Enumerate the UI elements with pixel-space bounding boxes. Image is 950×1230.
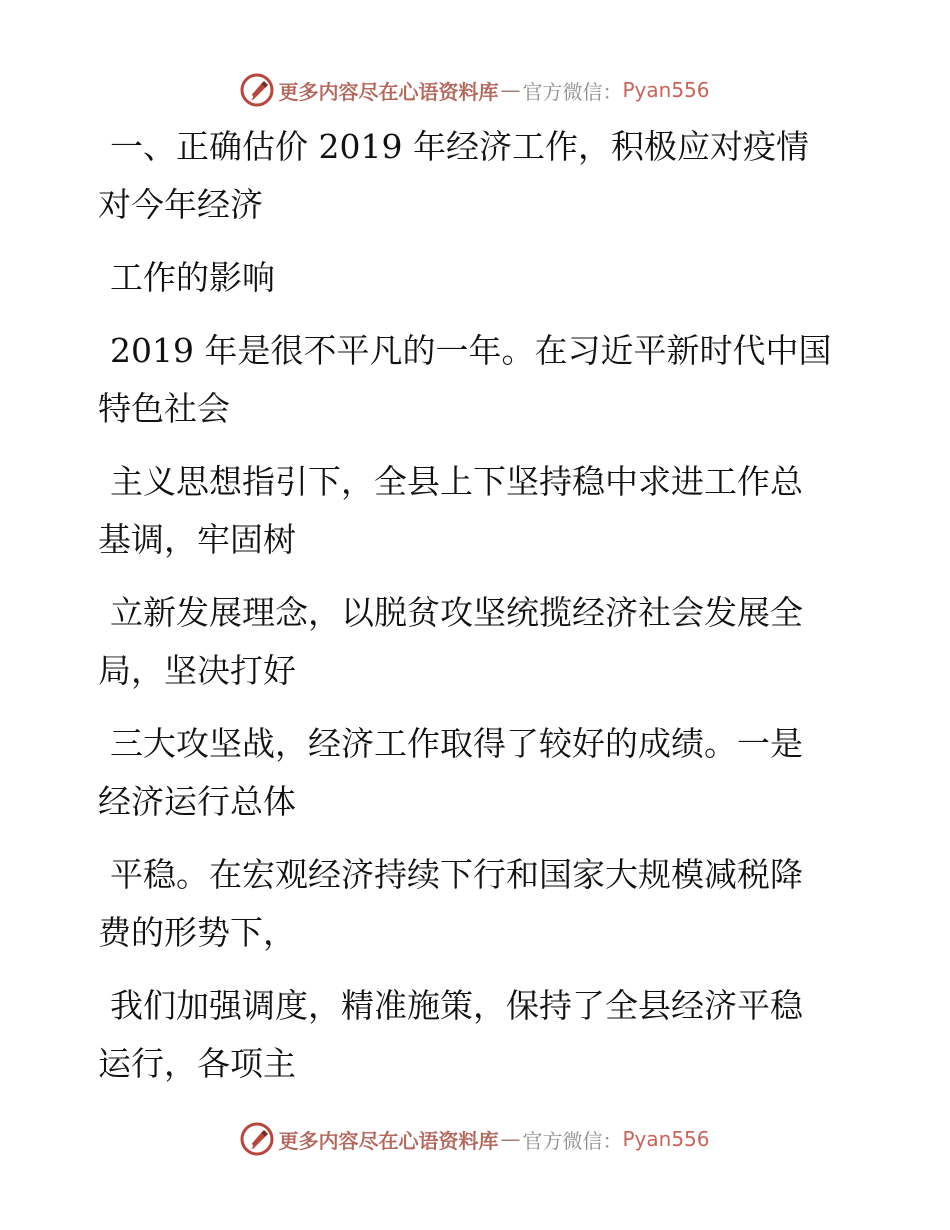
paragraph-line: 平稳。在宏观经济持续下行和国家大规模减税降 <box>110 855 803 894</box>
paragraph-line: 三大攻坚战，经济工作取得了较好的成绩。一是 <box>110 724 803 763</box>
paragraph-line: 立新发展理念，以脱贫攻坚统揽经济社会发展全 <box>110 593 803 632</box>
banner-wechat-label: 官方微信： <box>522 1128 623 1153</box>
paragraph <box>98 584 858 700</box>
banner-wechat-id: Pyan556 <box>622 1127 710 1151</box>
paragraph <box>98 118 858 234</box>
paragraph-line: 一、正确估价 2019 年经济工作，积极应对疫情 <box>110 127 809 166</box>
paragraph <box>98 322 858 438</box>
document-body <box>98 118 858 1108</box>
paragraph-line: 经济运行总体 <box>98 782 296 821</box>
paragraph <box>98 249 858 307</box>
banner-wechat-id: Pyan556 <box>622 78 710 102</box>
banner-separator: — <box>500 78 521 102</box>
banner-text: 更多内容尽在心语资料库 <box>278 1128 499 1153</box>
pen-logo-icon <box>240 73 274 107</box>
banner-wechat-label: 官方微信： <box>522 79 623 104</box>
header-banner <box>0 70 950 110</box>
footer-banner <box>0 1119 950 1159</box>
paragraph-line: 基调，牢固树 <box>98 520 296 559</box>
banner-separator: — <box>500 1127 521 1151</box>
pen-logo-icon <box>240 1122 274 1156</box>
paragraph-line: 运行，各项主 <box>98 1044 296 1083</box>
paragraph-line: 局，坚决打好 <box>98 651 296 690</box>
paragraph-line: 对今年经济 <box>98 185 263 224</box>
paragraph <box>98 977 858 1093</box>
paragraph-line: 工作的影响 <box>110 258 275 297</box>
paragraph-line: 我们加强调度，精准施策，保持了全县经济平稳 <box>110 986 803 1025</box>
paragraph-line: 2019 年是很不平凡的一年。在习近平新时代中国 <box>110 331 832 370</box>
paragraph-line: 费的形势下， <box>98 913 296 952</box>
paragraph-line: 主义思想指引下，全县上下坚持稳中求进工作总 <box>110 462 803 501</box>
paragraph <box>98 453 858 569</box>
paragraph <box>98 846 858 962</box>
paragraph <box>98 715 858 831</box>
paragraph-line: 特色社会 <box>98 389 230 428</box>
banner-text: 更多内容尽在心语资料库 <box>278 79 499 104</box>
